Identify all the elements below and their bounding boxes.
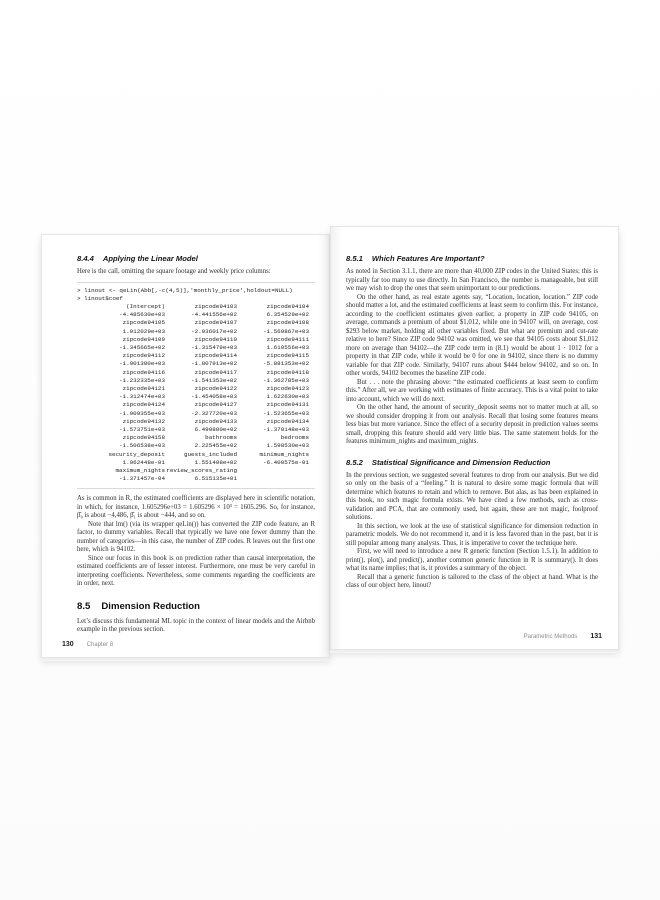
subsection-heading-8-5-2 [346, 458, 598, 467]
table-cell: zipcode94132 [122, 417, 165, 425]
table-row [77, 434, 315, 442]
table-cell: zipcode94115 [266, 352, 309, 360]
table-cell: -1.807913e+02 [191, 360, 237, 368]
heading-number: 8.5.2 [346, 457, 363, 467]
heading-number: 8.4.4 [77, 254, 94, 263]
body-paragraph: On the other hand, as real estate agents say, “Location, location, location.” ZIP code should matter a lot, and the estimated coefficients at least seem to confirm this. For instance, according to the coefficient estimates given earlier, a property in ZIP code 94105, on average, commands a premium of about $1,012, while one in 94107 will, on average, cost $293 below market, holding all other variables fixed. But what are premium and cut-rate relative to here? Since ZIP code 94102 was omitted, we see that 94105 costs about $1,012 more on average than 94102—the ZIP code term in (8.1) would be about 1 · 1012 for a property in that ZIP code, while it would be 0 for one in 94102, since there is no dummy variable for that ZIP code. Similarly, 94107 runs about $444 below 94102, and so on. In other words, 94102 becomes the baseline ZIP code. [346, 293, 598, 377]
table-cell: -1.345665e+02 [119, 343, 165, 351]
r-code-block [77, 282, 315, 490]
table-cell: -1.371457e-04 [119, 475, 165, 483]
table-row [77, 442, 315, 450]
heading-number: 8.5.1 [346, 254, 363, 263]
table-row [77, 369, 315, 377]
table-cell: minimum_nights [259, 450, 309, 458]
table-row [77, 475, 315, 483]
table-cell: 6.354529e+02 [266, 311, 309, 319]
table-cell: -4.485630e+03 [119, 311, 165, 319]
book-spread [41, 226, 620, 659]
table-cell: zipcode94104 [266, 302, 309, 310]
table-cell: 1.551498e+02 [194, 458, 237, 466]
left-page-footer [62, 641, 113, 648]
left-page-content [42, 235, 329, 657]
body-paragraph: Note that lm() (via its wrapper qeLin()) has converted the ZIP code feature, an R factor, to dummy variables. Recall that typically we have one fewer dummy than the number of categories—in this case, the number of ZIP codes. R leaves out the first one here, which is 94102. [77, 520, 315, 554]
coefficients-table [77, 303, 315, 483]
table-row [77, 311, 315, 319]
table-cell: -1.569867e+03 [263, 327, 309, 335]
table-cell: zipcode94124 [122, 401, 165, 409]
body-paragraph: First, we will need to introduce a new R generic function (Section 1.5.1). In addition to print(), plot(), and predict(), another common generic function in R is summary(). It does what its name implies; that is, it provides a summary of the object. [346, 548, 598, 572]
table-cell: zipcode94107 [194, 319, 237, 327]
table-cell [237, 467, 309, 475]
table-cell: zipcode94109 [122, 335, 165, 343]
table-row [77, 451, 315, 459]
table-cell: 1.012029e+03 [122, 327, 165, 335]
table-cell: -1.506538e+03 [119, 442, 165, 450]
table-cell: -5.881353e+02 [263, 360, 309, 368]
table-row [77, 303, 315, 311]
table-cell: -1.541353e+02 [191, 376, 237, 384]
code-line: > linout <- qeLin(Abb[,-c(4,5)],'monthly_price',holdout=NULL) [77, 286, 293, 294]
right-page-content [331, 227, 618, 649]
table-row [77, 418, 315, 426]
subsection-heading-8-4-4 [77, 254, 315, 263]
table-cell: zipcode94105 [122, 319, 165, 327]
table-cell: -1.523655e+03 [263, 409, 309, 417]
table-cell: zipcode94103 [194, 302, 237, 310]
heading-title: Dimension Reduction [101, 600, 200, 612]
table-cell: zipcode94112 [122, 352, 165, 360]
table-cell: 1.622630e+03 [266, 393, 309, 401]
table-row [77, 328, 315, 336]
table-cell: -1.312474e+03 [119, 393, 165, 401]
body-paragraph: In this section, we look at the use of statistical significance for dimension reduction in parametric models. We do not recommend it, and it is less favored than in the past, but it is still popular among many analysts. Thus, it is imperative to cover the technique here. [346, 522, 598, 547]
table-cell: -4.441556e+02 [191, 311, 237, 319]
table-cell: -2.936017e+02 [191, 327, 237, 335]
table-cell: -1.901300e+03 [119, 360, 165, 368]
table-cell: zipcode94127 [194, 401, 237, 409]
table-cell: zipcode94158 [122, 434, 165, 442]
table-cell: -6.400575e-01 [263, 458, 309, 466]
body-paragraph: But . . . note the phrasing above: “the estimated coefficients at least seem to confirm this.” After all, we are working with estimates of finite accuracy. This is a vital point to take into account, which we will do next. [346, 378, 598, 403]
section-heading-8-5 [77, 601, 315, 612]
right-page-footer [524, 633, 602, 640]
table-cell: -1.362785e+03 [263, 376, 309, 384]
table-cell: 6.490800e+02 [194, 425, 237, 433]
heading-number: 8.5 [77, 600, 91, 612]
table-cell: zipcode94110 [194, 335, 237, 343]
table-row [77, 319, 315, 327]
table-cell: zipcode94117 [194, 368, 237, 376]
table-cell: -2.327720e+03 [191, 409, 237, 417]
body-paragraph: Let’s discuss this fundamental ML topic in the context of linear models and the Airbnb example in the previous section. [77, 617, 315, 634]
table-cell: zipcode94122 [194, 384, 237, 392]
table-row [77, 352, 315, 360]
table-cell: bedrooms [280, 434, 309, 442]
table-cell: zipcode94133 [194, 417, 237, 425]
intro-paragraph: Here is the call, omitting the square footage and weekly price columns: [77, 268, 271, 275]
table-row [77, 426, 315, 434]
table-cell: zipcode94111 [266, 335, 309, 343]
table-cell: maximum_nights [115, 466, 165, 474]
table-row [77, 410, 315, 418]
table-cell: 1.610556e+03 [266, 343, 309, 351]
table-cell: zipcode94134 [266, 417, 309, 425]
table-cell: 6.515135e+01 [194, 475, 237, 483]
table-row [77, 336, 315, 344]
table-cell: -1.909355e+03 [119, 409, 165, 417]
table-cell: (Intercept) [126, 302, 165, 310]
page-number: 131 [590, 633, 602, 640]
table-row [77, 401, 315, 409]
heading-title: Applying the Linear Model [102, 254, 198, 263]
right-page [330, 226, 619, 650]
table-cell: -1.370148e+03 [263, 425, 309, 433]
code-line: > linout$coef [77, 294, 123, 302]
table-cell: bathrooms [205, 434, 237, 442]
table-row [77, 393, 315, 401]
table-cell: zipcode94114 [194, 352, 237, 360]
heading-title: Statistical Significance and Dimension Reduction [371, 457, 551, 467]
body-paragraph: In the previous section, we suggested several features to drop from our analysis. But we did so only on the basis of a “feeling.” It is natural to desire some magic formula that will determine which features to retain and which to remove. But alas, as has been explained in this book, no such magic formula exists. We have cited a few methods, such as cross-validation and PCA, that are commonly used, but again, these are not magic, foolproof solutions. [346, 471, 598, 521]
table-cell: zipcode94116 [122, 368, 165, 376]
table-cell: -1.573751e+03 [119, 425, 165, 433]
table-cell: -1.315479e+03 [191, 343, 237, 351]
left-page [41, 234, 330, 658]
table-row [77, 360, 315, 368]
table-cell: 2.225455e+02 [194, 442, 237, 450]
table-cell: 1.962448e-01 [122, 458, 165, 466]
table-cell: 1.598530e+03 [266, 442, 309, 450]
body-paragraph: On the other hand, the amount of security_deposit seems not to matter much at all, so we should consider dropping it from our analysis. Recall that losing some features means less bias but more variance. Since the effect of a security deposit in prediction values seems small, dropping this feature should add very little bias. The same statement holds for the features minimum_nights and maximum_nights. [346, 404, 598, 445]
table-cell: zipcode94108 [266, 319, 309, 327]
body-paragraph: Since our focus in this book is on prediction rather than causal interpretation, the estimated coefficients are of lesser interest. Furthermore, one must be very careful in interpreting coefficients. Nevertheless, some comments regarding the coefficients are in order, next. [77, 554, 315, 588]
running-head: Chapter 8 [86, 642, 114, 648]
subsection-heading-8-5-1 [346, 254, 598, 263]
table-cell [237, 475, 309, 483]
running-head: Parametric Methods [523, 634, 578, 640]
table-row [77, 377, 315, 385]
table-cell: zipcode94123 [266, 384, 309, 392]
page-number: 130 [62, 641, 74, 648]
body-paragraph: As is common in R, the estimated coefficients are displayed here in scientific notation, in which, for instance, 1.605296e+03 = 1.605296 × 10³ = 1605.296. So, for instance, β̂₀ is about −4,486, β̂₁ is about −444, and so on. [77, 495, 315, 520]
table-cell: zipcode94121 [122, 384, 165, 392]
table-cell: review_scores_rating [166, 466, 237, 474]
table-cell: zipcode94131 [266, 401, 309, 409]
body-paragraph: As noted in Section 3.1.1, there are more than 40,000 ZIP codes in the United States; this is typically far too many to use directly. In San Francisco, the number is manageable, but still we may wish to drop the ones that seem unimportant to our predictions. [346, 268, 598, 292]
table-row [77, 385, 315, 393]
table-cell: security_deposit [108, 450, 165, 458]
table-cell: -1.232335e+03 [119, 376, 165, 384]
table-cell: zipcode94118 [266, 368, 309, 376]
table-row [77, 467, 315, 475]
table-cell: guests_included [183, 450, 237, 458]
table-cell: -1.454058e+03 [191, 393, 237, 401]
heading-title: Which Features Are Important? [371, 254, 485, 263]
table-row [77, 459, 315, 467]
body-paragraph: Recall that a generic function is tailored to the class of the object at hand. What is the class of our object here, linout? [346, 573, 598, 589]
table-row [77, 344, 315, 352]
